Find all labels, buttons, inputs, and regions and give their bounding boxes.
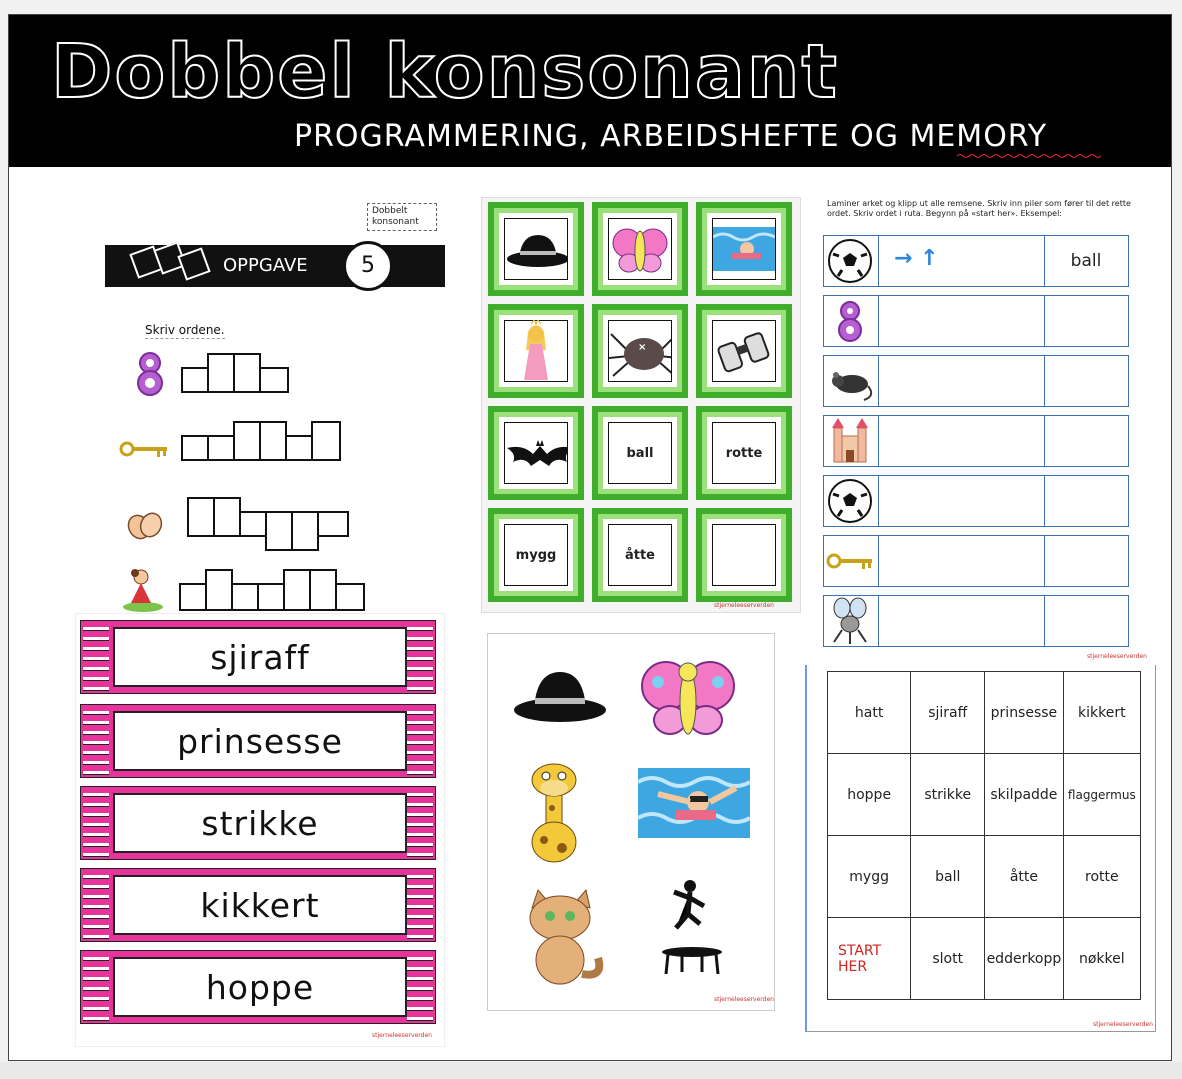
binoculars-icon <box>714 329 774 373</box>
hat-icon <box>512 662 608 726</box>
grid-row <box>828 672 1141 754</box>
grid-cell[interactable]: flaggermus <box>1063 754 1140 836</box>
memory-card[interactable] <box>592 202 688 296</box>
hat-icon <box>505 229 567 269</box>
title-banner <box>9 15 1171 167</box>
memory-card[interactable] <box>696 508 792 602</box>
example-row <box>823 235 1129 287</box>
memory-card[interactable] <box>488 202 584 296</box>
grid-cell[interactable]: hatt <box>828 672 911 754</box>
castle-icon <box>824 416 876 466</box>
giraffe-icon <box>518 760 592 866</box>
bat-icon <box>505 436 567 470</box>
letter-box[interactable] <box>283 569 311 611</box>
grid-row <box>828 754 1141 836</box>
worksheet-preview <box>8 14 1172 1061</box>
answer-row[interactable] <box>823 415 1129 467</box>
exercise-label: OPPGAVE <box>223 255 308 276</box>
exercise-header <box>105 245 445 287</box>
grid-cell[interactable]: nøkkel <box>1063 918 1140 1000</box>
cat-icon <box>512 888 604 986</box>
letter-box[interactable] <box>233 421 261 461</box>
clapping-hands-icon <box>125 507 165 543</box>
grid-cell[interactable]: strikke <box>911 754 985 836</box>
banner-subtitle: PROGRAMMERING, ARBEIDSHEFTE OG MEMORY <box>294 119 1048 154</box>
eight-icon <box>824 296 876 346</box>
answer-row[interactable] <box>823 355 1129 407</box>
letter-box[interactable] <box>213 497 241 537</box>
swimmer-icon <box>638 768 750 838</box>
grid-cell[interactable]: åtte <box>985 836 1063 918</box>
window-bottom-bar <box>0 1062 1182 1079</box>
memory-card[interactable] <box>592 406 688 500</box>
letter-box[interactable] <box>311 421 341 461</box>
word-card-text: hoppe <box>113 957 407 1017</box>
grid-row <box>828 918 1141 1000</box>
mosquito-icon <box>824 596 876 646</box>
memory-card[interactable] <box>696 304 792 398</box>
letter-box[interactable] <box>205 569 233 611</box>
example-word: ball <box>1070 251 1102 271</box>
sheet-footer: stjerneleeserverden <box>1093 1021 1153 1028</box>
memory-word: åtte <box>608 524 672 586</box>
butterfly-icon <box>638 654 738 740</box>
banner-title: Dobbel konsonant <box>51 29 839 115</box>
tile-icon <box>177 247 210 280</box>
grid-cell[interactable]: rotte <box>1063 836 1140 918</box>
letter-box[interactable] <box>181 367 209 393</box>
trampoline-jumper-icon <box>660 878 726 978</box>
grid-cell[interactable]: kikkert <box>1063 672 1140 754</box>
word-card-text: kikkert <box>113 875 407 935</box>
exercise-instruction: Skriv ordene. <box>145 323 225 337</box>
letter-box[interactable] <box>239 511 267 537</box>
letter-box[interactable] <box>335 583 365 611</box>
eight-icon <box>133 351 167 397</box>
key-icon <box>119 439 171 459</box>
key-icon <box>824 536 876 586</box>
svg-text:×: × <box>638 342 647 353</box>
spellcheck-underline <box>957 153 1103 159</box>
grid-cell[interactable]: slott <box>911 918 985 1000</box>
word-card[interactable] <box>80 620 436 694</box>
word-card-text: strikke <box>113 793 407 853</box>
swimmer-icon <box>713 227 775 271</box>
answer-row[interactable] <box>823 475 1129 527</box>
picture-sheet <box>487 633 775 1011</box>
start-cell[interactable]: START HER <box>828 918 911 1000</box>
grid-cell[interactable]: hoppe <box>828 754 911 836</box>
word-card[interactable] <box>80 868 436 942</box>
sheet-footer: stjerneleeserverden <box>714 996 774 1003</box>
word-card[interactable] <box>80 786 436 860</box>
letter-box[interactable] <box>291 511 319 551</box>
grid-row <box>828 836 1141 918</box>
programming-instruction: Laminer arket og klipp ut alle remsene. Skriv inn piler som fører til det rette ordet. Skriv ordet i ruta. Begynn på «start her». Eksempel: <box>827 199 1131 218</box>
letter-box[interactable] <box>259 367 289 393</box>
word-card[interactable] <box>80 950 436 1024</box>
letter-box[interactable] <box>285 435 313 461</box>
letter-box[interactable] <box>233 353 261 393</box>
rat-icon <box>824 356 876 406</box>
programming-sheet <box>819 197 1145 667</box>
arrow-example: → ↑ <box>894 246 939 271</box>
ball-icon <box>824 236 876 286</box>
memory-cards-sheet <box>481 197 801 613</box>
letter-box[interactable] <box>259 421 287 461</box>
sheet-footer: stjerneleeserverden <box>714 602 774 609</box>
butterfly-icon <box>610 223 670 275</box>
grid-cell[interactable]: ball <box>911 836 985 918</box>
word-cards-sheet <box>75 613 445 1047</box>
memory-word: ball <box>608 422 672 484</box>
exercise-number: 5 <box>343 241 393 291</box>
grid-cell[interactable]: edderkopp <box>985 918 1063 1000</box>
grid-cell[interactable]: mygg <box>828 836 911 918</box>
sheet-footer: stjerneleeserverden <box>1087 653 1147 660</box>
letter-box[interactable] <box>257 583 285 611</box>
letter-box[interactable] <box>317 511 349 537</box>
word-card-text: prinsesse <box>113 711 407 771</box>
memory-card[interactable] <box>696 202 792 296</box>
memory-card[interactable] <box>592 508 688 602</box>
answer-row[interactable] <box>823 295 1129 347</box>
exercise-panel <box>105 197 453 617</box>
memory-card[interactable] <box>592 304 688 398</box>
letter-box[interactable] <box>309 569 337 611</box>
answer-row[interactable] <box>823 595 1129 647</box>
spider-icon <box>609 324 671 378</box>
memory-card[interactable] <box>488 406 584 500</box>
letter-box[interactable] <box>231 583 259 611</box>
letter-box[interactable] <box>265 511 293 551</box>
exercise-tag: Dobbelt konsonant <box>367 203 437 231</box>
memory-card[interactable] <box>488 304 584 398</box>
grid-cell[interactable]: sjiraff <box>911 672 985 754</box>
letter-box[interactable] <box>187 497 215 537</box>
ball-icon <box>824 476 876 526</box>
memory-word: rotte <box>712 422 776 484</box>
letter-box[interactable] <box>207 353 235 393</box>
answer-row[interactable] <box>823 535 1129 587</box>
grid-cell[interactable]: skilpadde <box>985 754 1063 836</box>
girl-skipping-icon <box>121 565 165 613</box>
princess-icon <box>516 320 556 382</box>
letter-box[interactable] <box>207 435 235 461</box>
memory-card[interactable] <box>488 508 584 602</box>
word-grid <box>827 671 1141 1000</box>
letter-box[interactable] <box>179 583 207 611</box>
grid-cell[interactable]: prinsesse <box>985 672 1063 754</box>
memory-card[interactable] <box>696 406 792 500</box>
letter-box[interactable] <box>181 435 209 461</box>
word-card[interactable] <box>80 704 436 778</box>
word-card-text: sjiraff <box>113 627 407 687</box>
memory-word: mygg <box>504 524 568 586</box>
word-grid-sheet <box>805 665 1156 1032</box>
sheet-footer: stjerneleeserverden <box>372 1032 432 1039</box>
